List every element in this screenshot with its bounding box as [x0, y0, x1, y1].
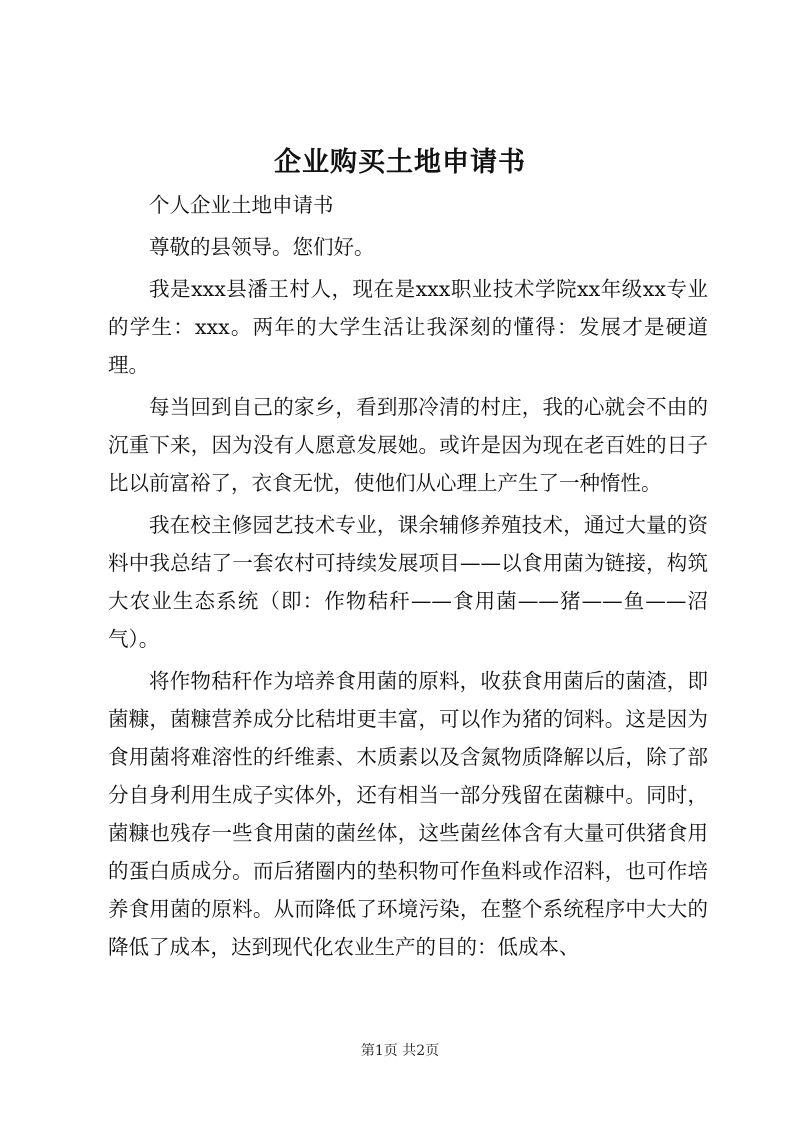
paragraph-heading: 个人企业土地申请书 — [149, 193, 334, 217]
paragraph-introduction: 我是xxx县潘王村人，现在是xxx职业技术学院xx年级xx专业的学生：xxx。两年的大学生活让我深刻的懂得：发展才是硬道理。 — [108, 277, 708, 377]
paragraph-hometown: 每当回到自己的家乡，看到那冷清的村庄，我的心就会不由的沉重下来，因为没有人愿意发展她。或许是因为现在老百姓的日子比以前富裕了，衣食无忧，使他们从心理上产生了一种惰性。 — [108, 395, 708, 495]
paragraph-process: 将作物秸秆作为培养食用菌的原料，收获食用菌后的菌渣，即菌糠，菌糠营养成分比秸坩更丰富，可以作为猪的饲料。这是因为食用菌将难溶性的纤维素、木质素以及含氮物质降解以后，除了部分自身利用生成子实体外，还有相当一部分残留在菌糠中。同时，菌糠也残存一些食用菌的菌丝体，这些菌丝体含有大量可供猪食用的蛋白质成分。而后猪圈内的垫积物可作鱼料或作沼料，也可作培养食用菌的原料。从而降低了环境污染，在整个系统程序中大大的降低了成本，达到现代化农业生产的目的：低成本、 — [108, 669, 708, 959]
document-title: 企业购买土地申请书 — [274, 147, 526, 178]
paragraph-project: 我在校主修园艺技术专业，课余辅修养殖技术，通过大量的资料中我总结了一套农村可持续发展项目——以食用菌为链接，构筑大农业生态系统（即：作物秸秆——食用菌——猪——鱼——沼气）。 — [108, 513, 708, 651]
document-body — [108, 186, 708, 970]
page-indicator: 第1页 共2页 — [360, 1043, 440, 1059]
paragraph-salutation: 尊敬的县领导。您们好。 — [149, 235, 375, 259]
